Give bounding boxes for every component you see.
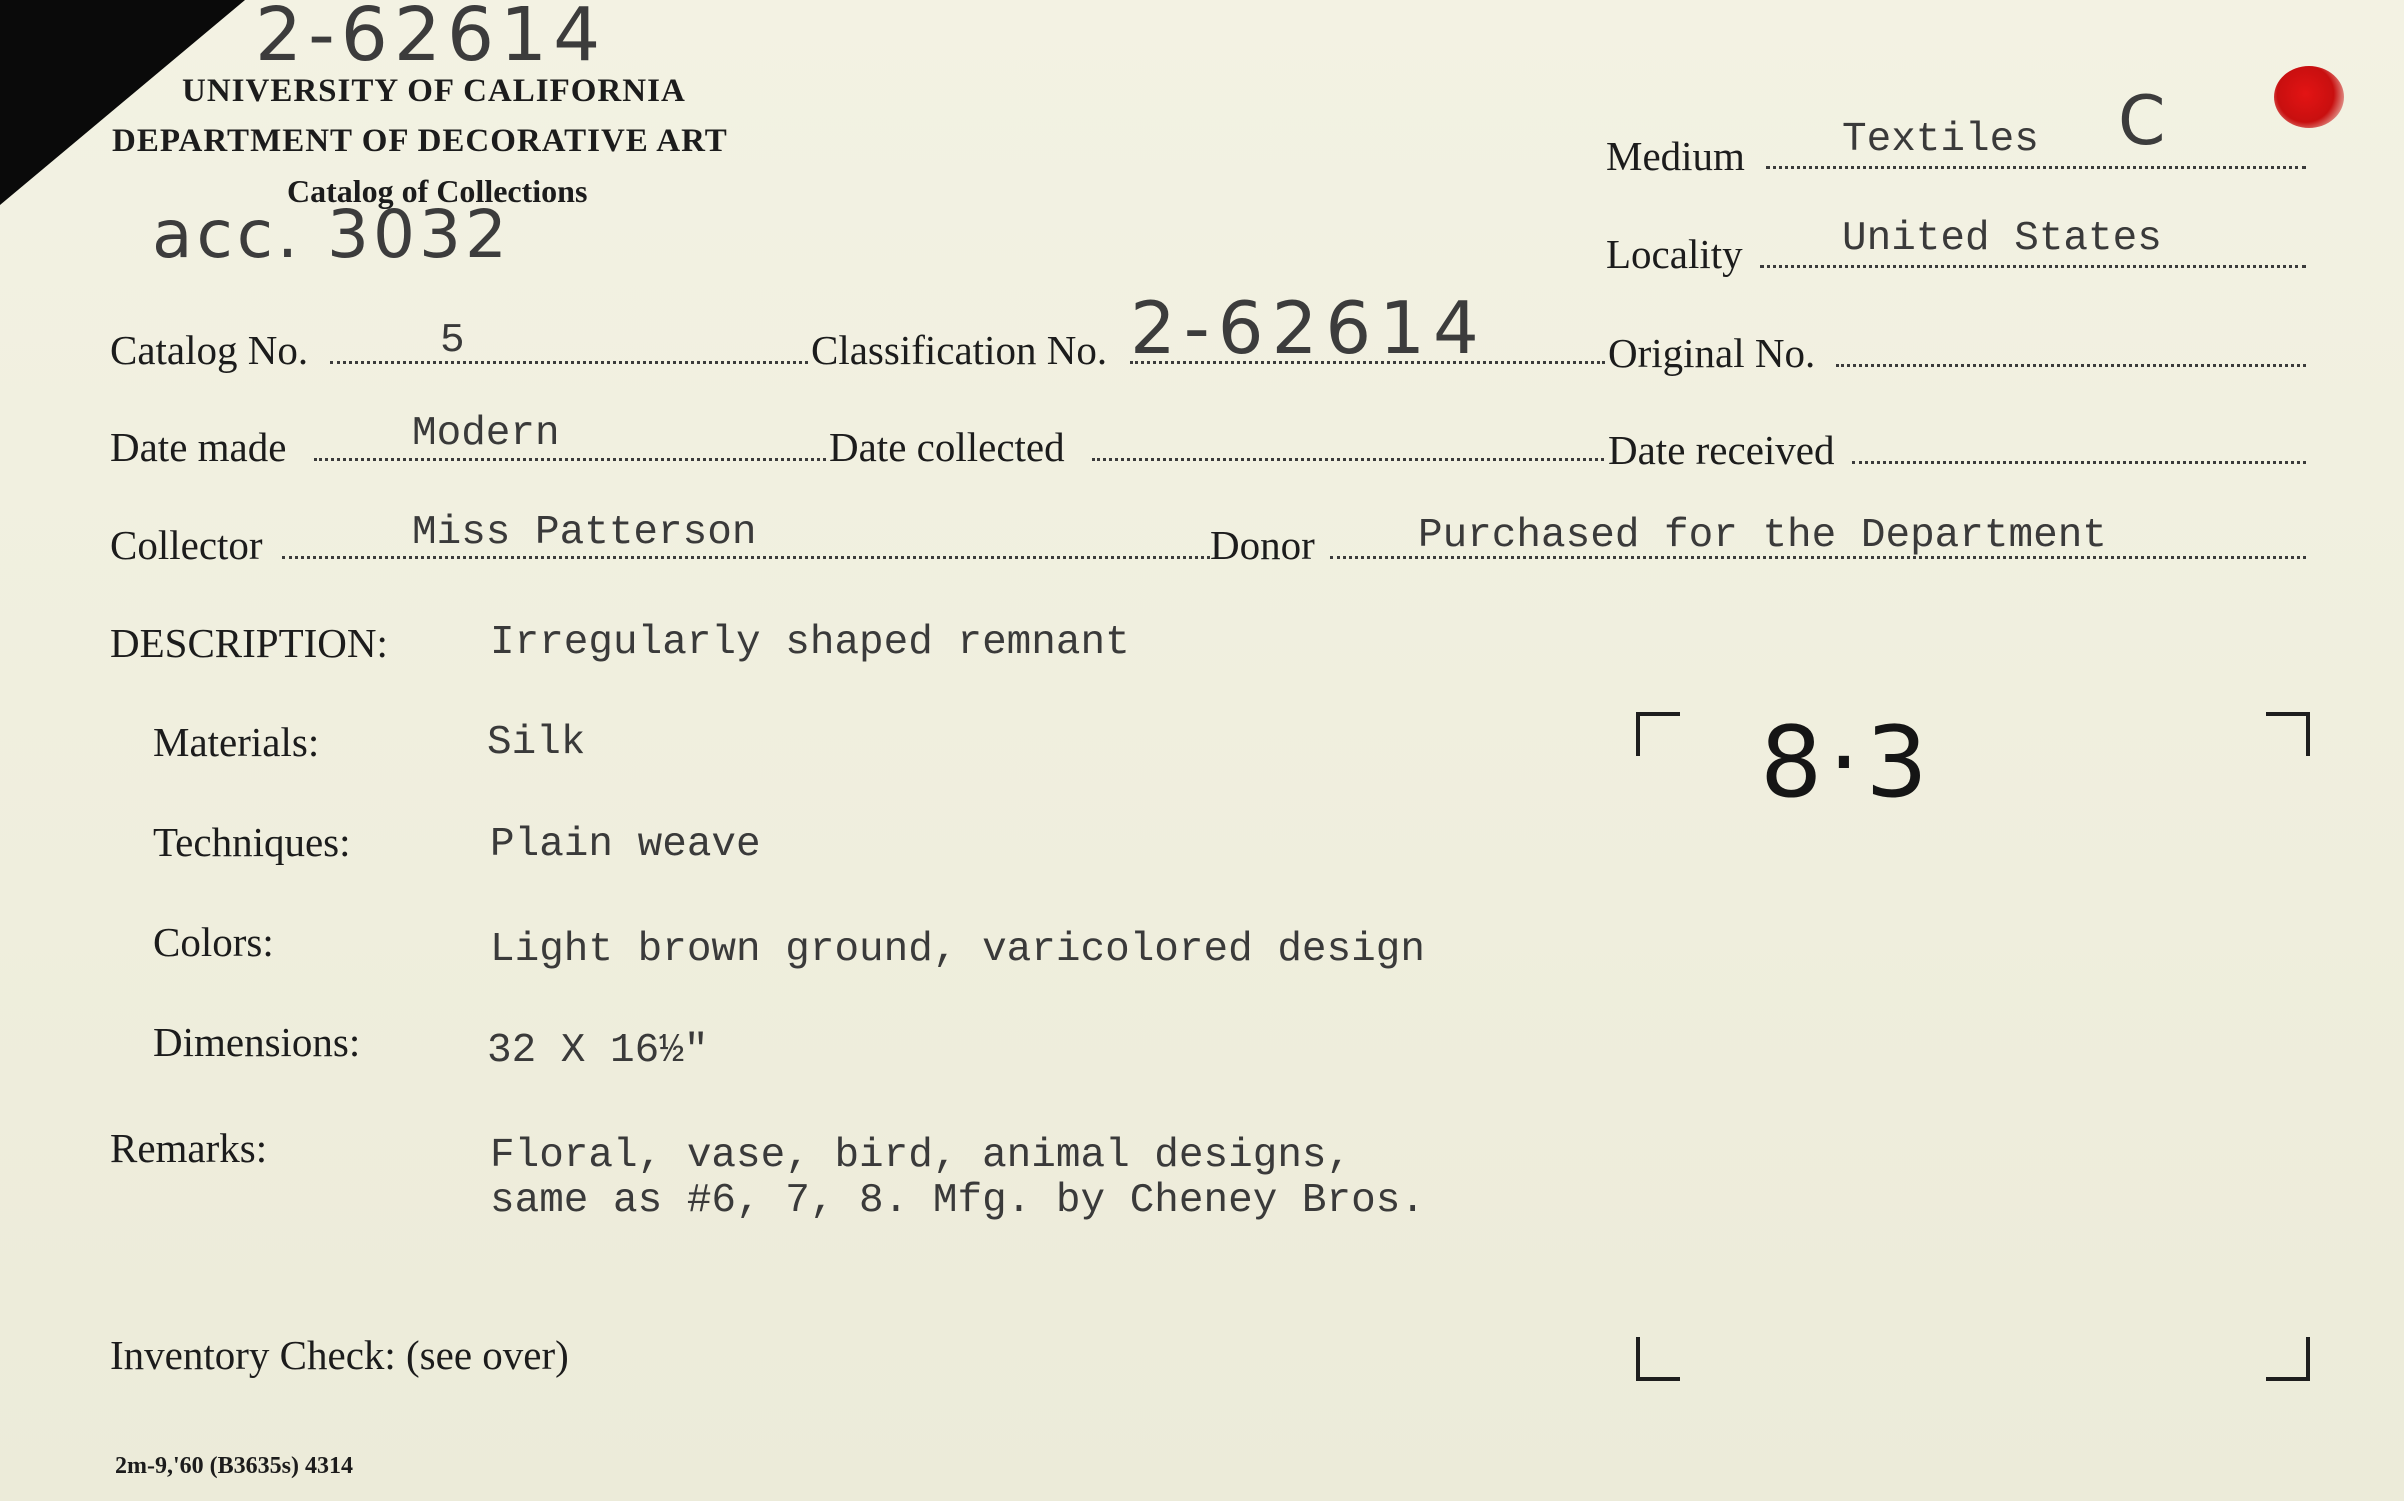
remarks-label: Remarks: bbox=[110, 1125, 268, 1171]
donor-label: Donor bbox=[1210, 522, 1315, 568]
collector-value: Miss Patterson bbox=[412, 510, 757, 556]
catalog-subtitle: Catalog of Collections bbox=[287, 173, 588, 209]
date-made-label: Date made bbox=[110, 424, 287, 470]
original-no-line bbox=[1836, 364, 2306, 367]
colors-label: Colors: bbox=[153, 919, 274, 965]
inventory-check: Inventory Check: (see over) bbox=[110, 1332, 569, 1378]
date-collected-line bbox=[1092, 458, 1604, 461]
institution-name: UNIVERSITY OF CALIFORNIA bbox=[182, 73, 686, 109]
bracket-bottom-right bbox=[2266, 1337, 2310, 1381]
locality-label: Locality bbox=[1606, 231, 1743, 277]
catalog-no-value: 5 bbox=[440, 318, 465, 364]
handwritten-accession: acc. 3032 bbox=[152, 196, 511, 273]
locality-line bbox=[1760, 265, 2306, 268]
dimensions-value: 32 X 16½" bbox=[487, 1028, 709, 1074]
red-stamp-mark bbox=[2274, 66, 2344, 128]
classification-no-value: 2-62614 bbox=[1130, 286, 1487, 370]
dimensions-label: Dimensions: bbox=[153, 1019, 361, 1065]
original-no-label: Original No. bbox=[1608, 330, 1816, 376]
date-made-value: Modern bbox=[412, 411, 560, 457]
remarks-line-2: same as #6, 7, 8. Mfg. by Cheney Bros. bbox=[490, 1178, 1425, 1224]
materials-label: Materials: bbox=[153, 719, 320, 765]
print-code: 2m-9,'60 (B3635s) 4314 bbox=[115, 1453, 353, 1479]
materials-value: Silk bbox=[487, 720, 586, 766]
classification-no-label: Classification No. bbox=[811, 327, 1108, 373]
date-made-line bbox=[314, 458, 826, 461]
locality-value: United States bbox=[1842, 216, 2162, 262]
catalog-no-label: Catalog No. bbox=[110, 327, 309, 373]
class-code-letter: C bbox=[2118, 82, 2166, 161]
date-received-line bbox=[1852, 461, 2306, 464]
bracket-top-right bbox=[2266, 712, 2310, 756]
medium-line bbox=[1766, 166, 2306, 169]
remarks-line-1: Floral, vase, bird, animal designs, bbox=[490, 1133, 1352, 1179]
catalog-no-line bbox=[330, 361, 808, 364]
date-received-label: Date received bbox=[1608, 427, 1835, 473]
department-name: DEPARTMENT OF DECORATIVE ART bbox=[112, 123, 728, 159]
collector-label: Collector bbox=[110, 522, 263, 568]
bracket-top-left bbox=[1636, 712, 1680, 756]
date-collected-label: Date collected bbox=[829, 424, 1065, 470]
collector-line bbox=[282, 556, 1210, 559]
bracket-bottom-left bbox=[1636, 1337, 1680, 1381]
description-label: DESCRIPTION: bbox=[110, 620, 388, 666]
techniques-label: Techniques: bbox=[153, 819, 351, 865]
handwritten-top-number: 2-62614 bbox=[255, 0, 607, 78]
box-number: 8·3 bbox=[1760, 706, 1934, 820]
medium-value: Textiles bbox=[1842, 117, 2039, 163]
donor-value: Purchased for the Department bbox=[1418, 513, 2107, 559]
colors-value: Light brown ground, varicolored design bbox=[490, 927, 1425, 973]
techniques-value: Plain weave bbox=[490, 822, 761, 868]
medium-label: Medium bbox=[1606, 133, 1745, 179]
description-value: Irregularly shaped remnant bbox=[490, 620, 1130, 666]
